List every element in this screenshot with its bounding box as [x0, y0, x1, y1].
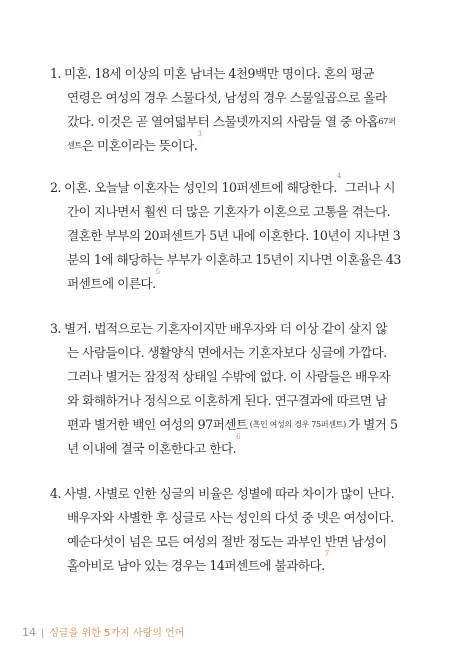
item-text: 갔다. 이것은 곧 열여덟부터 스물넷까지의 사람들 열 중 아홉: [67, 114, 379, 129]
item-text: 편과 별거한 백인 여성의 97퍼센트: [67, 417, 248, 432]
footnote-marker: 4: [336, 172, 341, 180]
footnote-marker: 5: [155, 268, 160, 276]
footnote-marker: 7: [324, 550, 329, 558]
page-footer: [22, 624, 184, 639]
item-text: 퍼센트에 이른다.: [67, 276, 156, 291]
list-item-separated: [50, 317, 425, 461]
item-text: 이혼. 오늘날 이혼자는 성인의 10퍼센트에 해당한다.: [64, 180, 337, 195]
item-text: 간이 지나면서 훨씬 더 많은 기혼자가 이혼으로 고통을 겪는다.: [67, 204, 391, 219]
item-text: 와 화해하거나 정식으로 이혼하게 된다. 연구결과에 따르면 남: [67, 393, 387, 408]
item-note: (흑인 여성의 경우 75퍼센트): [249, 420, 346, 429]
item-text: 사별. 사별로 인한 싱글의 비율은 성별에 따라 차이가 많이 난다.: [64, 486, 395, 501]
item-text: 는 사람들이다. 생활양식 면에서는 기혼자보다 싱글에 가깝다.: [67, 345, 387, 360]
item-text: 결혼한 부부의 20퍼센트가 5년 내에 이혼한다. 10년이 지나면 3: [67, 228, 401, 243]
item-text: 분의 1에 해당하는 부부가 이혼하고 15년이 지나면 이혼율은 43: [67, 252, 401, 267]
page-number: 14: [22, 626, 36, 639]
item-text: 미혼. 18세 이상의 미혼 남녀는 4천9백만 명이다. 혼의 평균: [64, 66, 375, 81]
item-text: 별거. 법적으로는 기혼자이지만 배우자와 더 이상 같이 살지 않: [64, 321, 388, 336]
item-number: 3.: [50, 321, 62, 336]
item-text: 연령은 여성의 경우 스물다섯, 남성의 경우 스물일곱으로 올라: [67, 90, 387, 105]
book-title: 싱글을 위한 5가지 사랑의 언어: [49, 628, 185, 639]
item-text: 년 이내에 결국 이혼한다고 한다.: [67, 441, 237, 456]
item-text: 그러나 시: [344, 180, 395, 195]
footer-divider: |: [41, 628, 45, 639]
list-item-widowed: [50, 482, 425, 578]
item-note: 67퍼: [378, 117, 396, 126]
item-text: 배우자와 사별한 후 싱글로 사는 성인의 다섯 중 넷은 여성이다.: [67, 510, 394, 525]
item-number: 4.: [50, 486, 62, 501]
list-item-divorced: [50, 172, 425, 296]
list-item-unmarried: [50, 62, 425, 158]
item-text: 홀아비로 남아 있는 경우는 14퍼센트에 불과하다.: [67, 558, 325, 573]
footnote-marker: 3: [197, 130, 202, 138]
item-number: 2.: [50, 180, 62, 195]
item-text: 예순다섯이 넘은 모든 여성의 절반 정도는 과부인 반면 남성이: [67, 534, 387, 549]
item-text: 가 별거 5: [347, 417, 398, 432]
item-note: 센트: [67, 141, 82, 150]
item-text: 그러나 별거는 잠정적 상태일 수밖에 없다. 이 사람들은 배우자: [67, 369, 391, 384]
item-text: 은 미혼이라는 뜻이다.: [81, 138, 198, 153]
item-number: 1.: [50, 66, 62, 81]
footnote-marker: 6: [236, 433, 241, 441]
